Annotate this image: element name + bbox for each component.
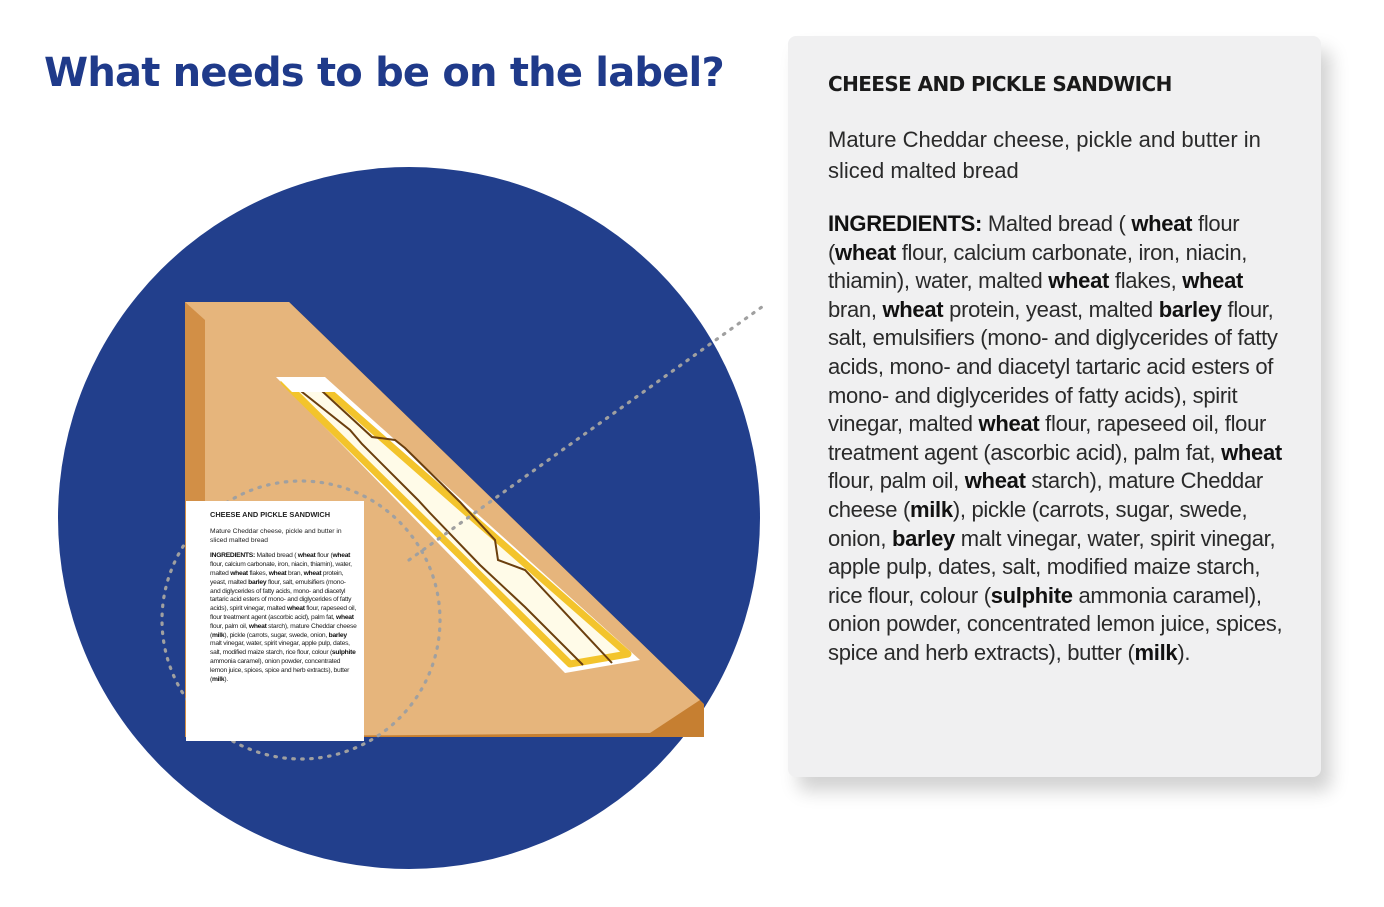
ingredient-text: flour, salt, emulsifiers (mono- and diglycerides of fatty acids, mono- and diacetyl tartaric acid esters of mono- and diglycerides of fatty acids), spirit vinegar, malted <box>828 296 1278 437</box>
card-description: Mature Cheddar cheese, pickle and butter in sliced malted bread <box>828 127 1261 183</box>
ingredient-text: bran, <box>828 296 883 322</box>
allergen-highlight: wheat <box>287 605 305 613</box>
allergen-highlight: sulphite <box>331 649 356 657</box>
card-title: CHEESE AND PICKLE SANDWICH <box>828 72 1172 96</box>
ingredient-text: flakes, <box>1109 268 1183 294</box>
ingredient-text: malt vinegar, water, spirit vinegar, apple pulp, dates, salt, modified maize starch, rice flour, colour ( <box>828 525 1276 608</box>
ingredient-text: starch), mature Cheddar cheese ( <box>210 622 357 639</box>
ingredient-text: flour, rapeseed oil, flour treatment agent (ascorbic acid), palm fat, <box>828 411 1267 465</box>
allergen-highlight: wheat <box>1048 268 1110 294</box>
on-pack-ingredients-heading: INGREDIENTS: <box>210 552 255 560</box>
ingredient-text: protein, yeast, malted <box>210 570 344 586</box>
on-pack-label-title: CHEESE AND PICKLE SANDWICH <box>210 510 331 519</box>
allergen-highlight: wheat <box>332 552 351 560</box>
allergen-highlight: wheat <box>1182 268 1244 294</box>
on-pack-ingredients-text <box>210 552 357 682</box>
allergen-highlight: wheat <box>303 570 322 577</box>
allergen-highlight: barley <box>891 525 955 551</box>
ingredient-text: flour, rapeseed oil, flour treatment agent (ascorbic acid), palm fat, <box>210 605 356 621</box>
allergen-highlight: barley <box>328 631 347 639</box>
ingredient-text: protein, yeast, malted <box>943 296 1159 322</box>
label-card <box>788 36 1321 777</box>
allergen-highlight: wheat <box>964 468 1026 494</box>
on-pack-label <box>186 501 364 741</box>
ingredient-text: bran, <box>286 570 304 577</box>
allergen-highlight: wheat <box>1221 439 1282 465</box>
on-pack-label-description: Mature Cheddar cheese, pickle and butter in sliced malted bread <box>210 528 342 545</box>
on-pack-label-ingredients <box>210 552 357 684</box>
ingredient-text: ). <box>1177 639 1191 665</box>
allergen-highlight: wheat <box>248 622 267 630</box>
allergen-highlight: wheat <box>297 552 316 560</box>
allergen-highlight: barley <box>1158 296 1222 322</box>
allergen-highlight: milk <box>211 631 225 639</box>
ingredient-text: flour ( <box>828 211 1240 265</box>
ingredient-text: Malted bread ( <box>254 552 298 560</box>
headline: What needs to be on the label? <box>44 50 724 96</box>
ingredient-text: ammonia caramel), onion powder, concentrated lemon juice, spices, spice and herb extracts), butter ( <box>828 582 1283 665</box>
allergen-highlight: milk <box>211 675 225 683</box>
ingredient-text: malt vinegar, water, spirit vinegar, apple pulp, dates, salt, modified maize starch, rice flour, colour ( <box>210 640 350 657</box>
ingredient-text: flakes, <box>247 570 269 577</box>
card-ingredients-heading: INGREDIENTS: <box>828 211 983 236</box>
ingredient-text: ). <box>224 675 228 683</box>
ingredient-text: Malted bread ( <box>982 211 1132 236</box>
allergen-highlight: wheat <box>1131 211 1193 236</box>
card-ingredients <box>828 210 1285 668</box>
ingredient-text: flour, salt, emulsifiers (mono- and diglycerides of fatty acids, mono- and diacetyl tartaric acid esters of mono- and diglycerides of fatty acids), spirit vinegar, malted <box>210 578 352 613</box>
allergen-highlight: wheat <box>882 296 944 322</box>
ingredient-text: flour, palm oil, <box>210 622 249 630</box>
ingredient-text: flour ( <box>315 552 333 560</box>
allergen-highlight: barley <box>248 578 267 586</box>
ingredient-text: starch), mature Cheddar cheese ( <box>828 468 1263 522</box>
allergen-highlight: wheat <box>336 613 354 621</box>
allergen-highlight: milk <box>1134 639 1178 665</box>
allergen-highlight: wheat <box>268 570 287 577</box>
allergen-highlight: wheat <box>978 411 1040 437</box>
card-ingredients-text <box>828 211 1282 665</box>
allergen-highlight: milk <box>909 496 953 522</box>
ingredient-text: flour, calcium carbonate, iron, niacin, thiamin), water, malted <box>210 561 352 577</box>
ingredient-text: ), pickle (carrots, sugar, swede, onion, <box>828 496 1248 551</box>
ingredient-text: flour, palm oil, <box>828 468 965 494</box>
allergen-highlight: wheat <box>835 239 896 265</box>
ingredient-text: ammonia caramel), onion powder, concentrated lemon juice, spices, spice and herb extracts), butter ( <box>210 657 350 683</box>
ingredient-text: ), pickle (carrots, sugar, swede, onion, <box>224 631 329 639</box>
allergen-highlight: sulphite <box>990 582 1073 608</box>
ingredient-text: flour, calcium carbonate, iron, niacin, thiamin), water, malted <box>828 239 1248 294</box>
allergen-highlight: wheat <box>230 570 248 577</box>
